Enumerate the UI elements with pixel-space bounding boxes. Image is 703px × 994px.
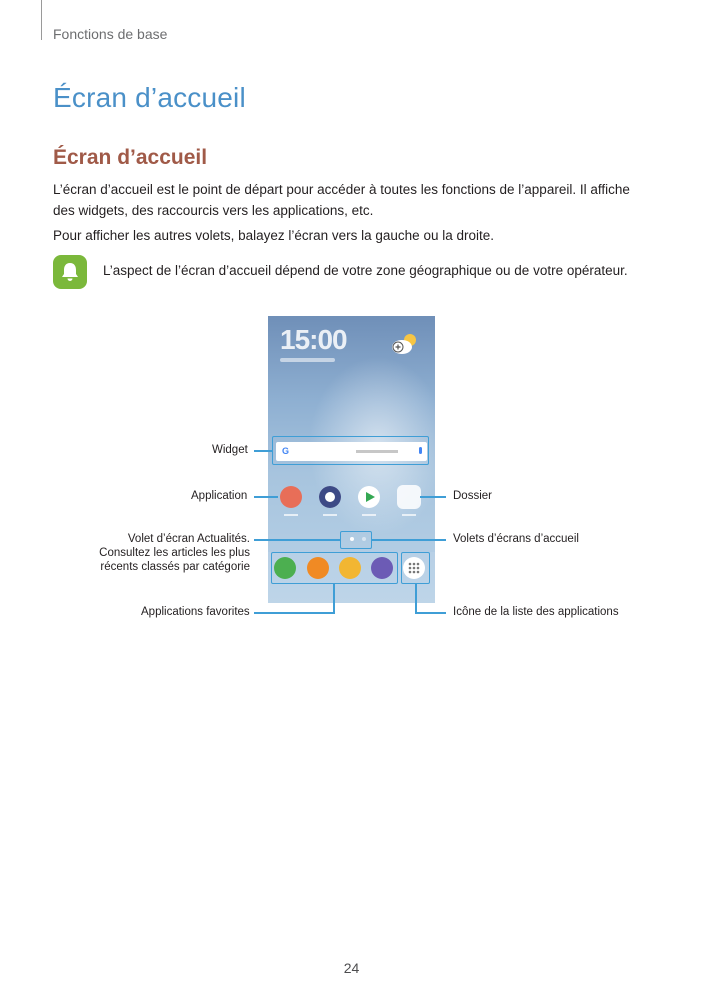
widget-callout-line [254,450,272,452]
header-rule [41,0,42,40]
favorites-frame [271,552,398,584]
paragraph-intro: L’écran d’accueil est le point de départ pour accéder à toutes les fonctions de l’appareil. Il affiche des widgets, des raccourcis vers les applications, etc. [53,182,630,218]
apps-icon-callout-vertical [415,584,417,613]
label-apps-list-icon: Icône de la liste des applications [453,606,619,618]
label-news-panel: Volet d’écran Actualités. Consultez les articles les plus récents classés par catégorie [99,533,250,573]
weather-icon [388,330,422,356]
favorites-callout-vertical [333,584,335,613]
label-application: Application [191,490,248,502]
paragraph-swipe: Pour afficher les autres volets, balayez l’écran vers la gauche ou la droite. [53,228,494,243]
application-callout-line [254,496,278,498]
widget-frame [272,436,429,465]
home-panels-callout-line [372,539,446,541]
sub-title: Écran d’accueil [53,146,208,169]
camera-app-icon [319,486,341,508]
google-folder-icon [397,485,421,509]
panel-indicator-frame [340,531,372,549]
section-label: Fonctions de base [53,26,168,42]
apps-icon-callout-line [415,612,446,614]
label-home-panels: Volets d’écrans d’accueil [453,533,579,545]
apps-button-frame [401,552,430,584]
google-logo: G [282,446,290,456]
date-placeholder [280,358,335,362]
app-label [362,514,376,516]
folder-label [402,514,416,516]
clock-widget: 15:00 [280,324,347,355]
news-panel-callout-line [254,539,340,541]
label-favorites: Applications favorites [141,606,250,618]
page-title: Écran d’accueil [53,82,246,113]
bell-icon [53,255,87,289]
play-store-triangle-icon [364,491,376,503]
favorites-callout-line [254,612,335,614]
label-folder: Dossier [453,490,492,502]
folder-callout-line [420,496,446,498]
page-number: 24 [343,960,360,976]
email-app-icon [280,486,302,508]
app-label [323,514,337,516]
app-label [284,514,298,516]
note-text: L’aspect de l’écran d’accueil dépend de votre zone géographique ou de votre opérateur. [103,263,628,278]
label-widget: Widget [212,444,248,456]
